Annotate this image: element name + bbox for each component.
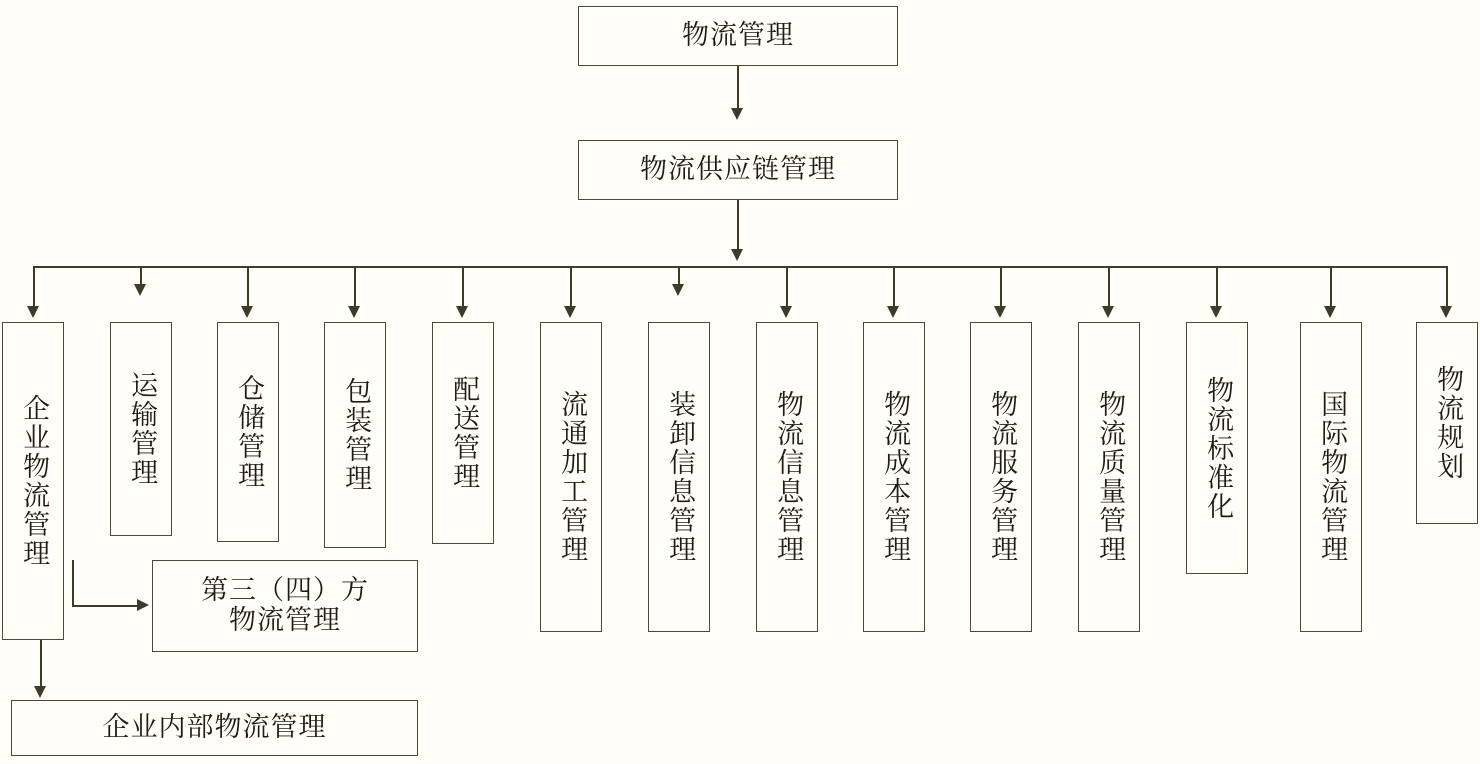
arrow-7 — [672, 284, 684, 296]
node-level2-label: 物流供应链管理 — [640, 153, 836, 185]
node-label: 装卸信息管理 — [664, 390, 696, 564]
node-label: 运输管理 — [126, 371, 158, 487]
arrow-11 — [1102, 306, 1114, 318]
connector-enterprise-to-third-party — [72, 605, 139, 607]
node-label: 包装管理 — [340, 377, 372, 493]
arrow-3 — [241, 306, 253, 318]
node-label-line2: 物流管理 — [229, 605, 341, 636]
arrow-to-third-party — [137, 599, 149, 611]
node-distribution-management — [432, 322, 494, 544]
connector-root-to-level2 — [737, 66, 739, 110]
arrow-4 — [348, 306, 360, 318]
arrow-9 — [887, 306, 899, 318]
node-root — [578, 6, 898, 66]
node-loading-unloading-information-management — [648, 322, 710, 632]
arrow-14 — [1440, 306, 1452, 318]
stem-7 — [678, 266, 680, 286]
stem-1 — [33, 266, 35, 308]
stem-10 — [1000, 266, 1002, 308]
node-logistics-planning — [1416, 322, 1478, 524]
stem-9 — [893, 266, 895, 308]
node-enterprise-internal-logistics-management — [11, 700, 418, 756]
stem-11 — [1108, 266, 1110, 308]
arrow-5 — [456, 306, 468, 318]
stem-12 — [1216, 266, 1218, 308]
node-logistics-cost-management — [863, 322, 925, 632]
node-logistics-quality-management — [1078, 322, 1140, 632]
node-label: 物流质量管理 — [1094, 390, 1126, 564]
arrow-13 — [1324, 306, 1336, 318]
node-transport-management — [110, 322, 172, 536]
node-logistics-information-management — [756, 322, 818, 632]
arrow-12 — [1210, 306, 1222, 318]
node-label: 物流规划 — [1432, 365, 1464, 481]
arrow-level2-to-bus — [731, 249, 743, 261]
node-label: 流通加工管理 — [556, 390, 588, 564]
connector-enterprise-to-internal — [40, 640, 42, 688]
node-level2 — [578, 140, 898, 200]
node-international-logistics-management — [1300, 322, 1362, 632]
node-root-label: 物流管理 — [682, 19, 794, 51]
arrow-root-to-level2 — [731, 108, 743, 120]
node-label: 物流标准化 — [1202, 375, 1234, 521]
arrow-to-internal-logistics — [34, 686, 46, 698]
node-enterprise-logistics-management — [2, 322, 64, 640]
stem-6 — [570, 266, 572, 308]
arrow-6 — [564, 306, 576, 318]
node-packaging-management — [324, 322, 386, 548]
stem-3 — [247, 266, 249, 308]
stem-8 — [786, 266, 788, 308]
arrow-10 — [994, 306, 1006, 318]
node-logistics-standardization — [1186, 322, 1248, 574]
node-label: 企业物流管理 — [18, 394, 50, 568]
node-logistics-service-management — [970, 322, 1032, 632]
arrow-1 — [27, 306, 39, 318]
node-label: 企业内部物流管理 — [102, 711, 327, 743]
stem-14 — [1446, 266, 1448, 308]
stem-2 — [140, 266, 142, 286]
node-label: 物流信息管理 — [772, 390, 804, 564]
arrow-8 — [780, 306, 792, 318]
stem-13 — [1330, 266, 1332, 308]
node-circulation-processing-management — [540, 322, 602, 632]
node-third-fourth-party-logistics-management — [152, 560, 418, 652]
node-label: 物流成本管理 — [879, 390, 911, 564]
node-warehouse-management — [217, 322, 279, 542]
node-label: 物流服务管理 — [986, 390, 1018, 564]
stem-4 — [354, 266, 356, 308]
arrow-2 — [134, 284, 146, 296]
node-label-line1: 第三（四）方 — [201, 574, 369, 606]
stem-5 — [462, 266, 464, 308]
bus-horizontal — [33, 266, 1446, 268]
node-label: 配送管理 — [448, 375, 480, 491]
connector-enterprise-to-third-party-stem — [72, 560, 74, 606]
node-label: 仓储管理 — [233, 374, 265, 490]
node-label: 国际物流管理 — [1316, 390, 1348, 564]
